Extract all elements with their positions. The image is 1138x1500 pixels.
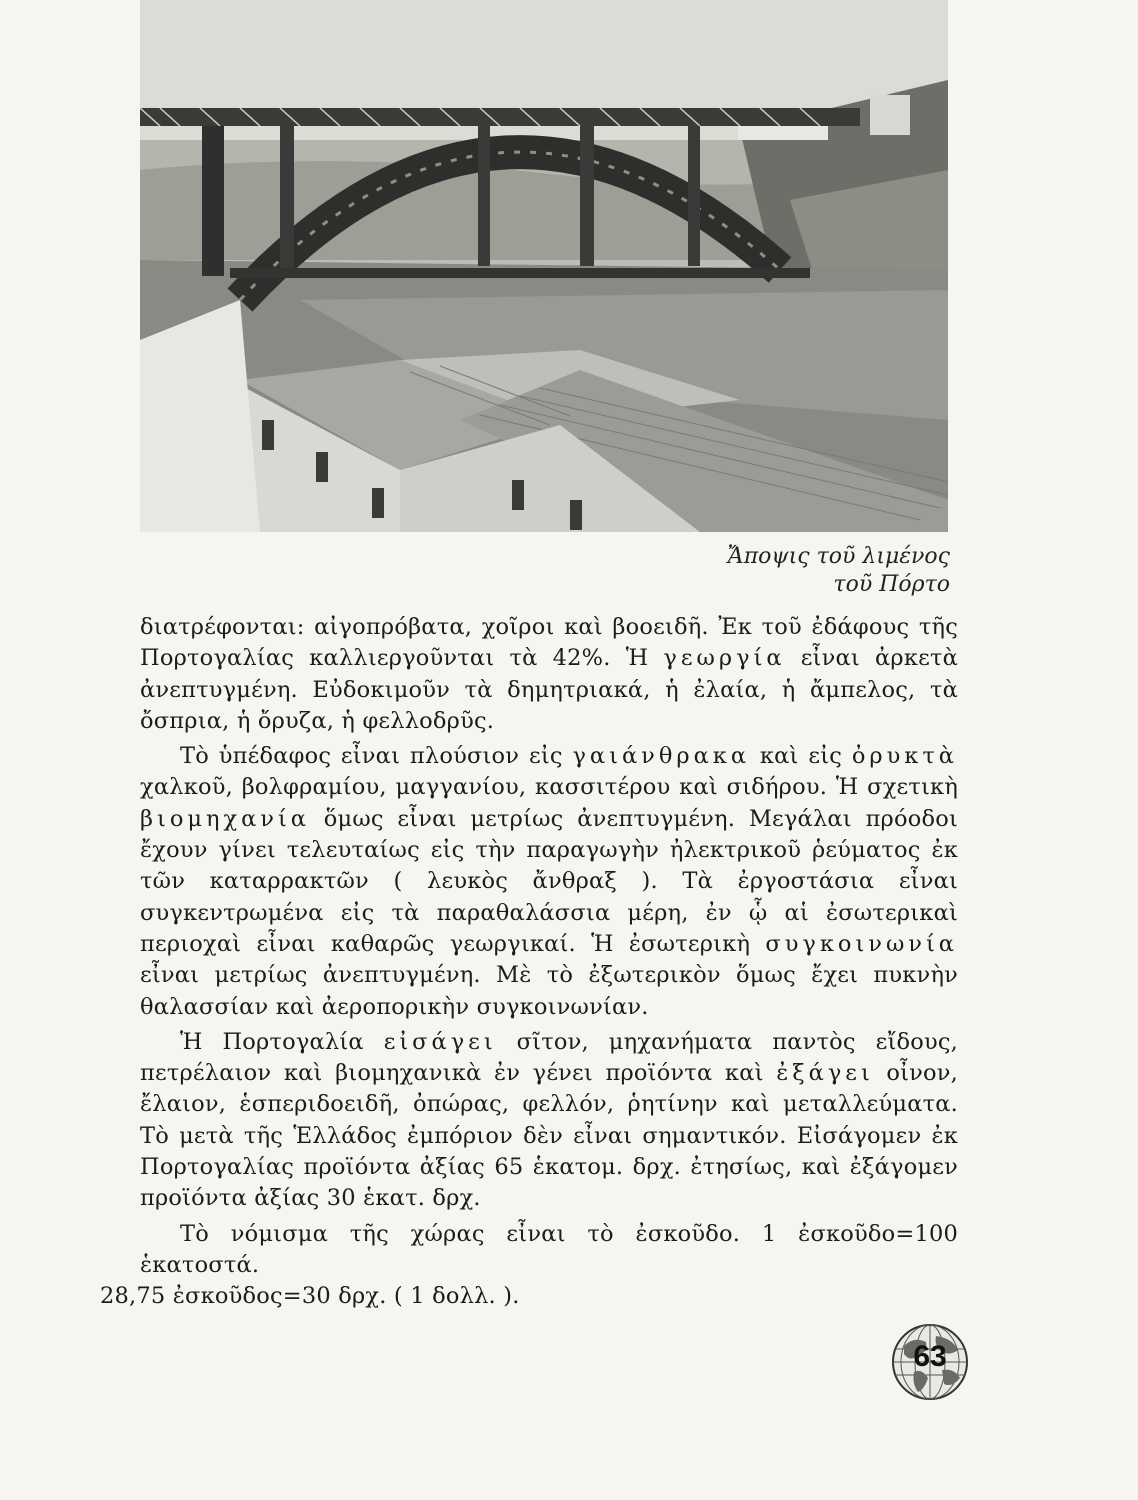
spaced-term: γεωργία — [663, 645, 786, 672]
bridge-illustration — [140, 0, 948, 532]
text-run: εἶναι μετρίως ἀνεπτυγμένη. Μὲ τὸ ἐξωτερικὸν ὅμως ἔχει πυκνὴν θαλασσίαν καὶ ἀεροπορικὴν συγκοινωνίαν. — [140, 962, 958, 1020]
photo-caption — [728, 543, 950, 599]
text-run: καὶ εἰς — [759, 743, 843, 770]
paragraph-currency — [100, 1219, 958, 1313]
text-run: Τὸ ὑπέδαφος εἶναι πλούσιον εἰς — [180, 743, 563, 770]
text-run: ὅμως εἶναι μετρίως ἀνεπτυγμένη. Μεγάλαι πρόοδοι ἔχουν γίνει τελευταίως εἰς τὴν παραγωγὴν ἠλεκτρικοῦ ῥεύματος ἐκ τῶν καταρρακτῶν ( λευκὸς ἄνθραξ ). Τὰ ἐργοστάσια εἶναι συγκεντρωμένα εἰς τὰ παραθαλάσσια μέρη, ἐν ᾧ αἱ ἐσωτερικαὶ περιοχαὶ εἶναι καθαρῶς γεωργικαί. Ἡ ἐσωτερικὴ — [140, 805, 958, 957]
body-text — [100, 612, 959, 1317]
spaced-term: γαιάνθρακα — [572, 743, 751, 770]
spaced-term: βιομηχανία — [140, 805, 311, 832]
spaced-term: εἰσάγει — [383, 1028, 497, 1055]
text-run: σῖτον, μηχανήματα παντὸς εἴδους, πετρέλαιον καὶ βιομηχανικὰ ἐν γένει προϊόντα καὶ — [140, 1028, 959, 1087]
caption-line-1: Ἄποψις τοῦ λιμένος — [727, 544, 950, 569]
text-run: χαλκοῦ, βολφραμίου, μαγγανίου, κασσιτέρου καὶ σιδήρου. Ἡ σχετικὴ — [140, 774, 958, 801]
caption-line-2: τοῦ Πόρτο — [833, 572, 950, 597]
text-run: Ἡ Πορτογαλία — [180, 1028, 364, 1055]
page-number: 63 — [913, 1340, 947, 1373]
paragraph-industry — [140, 741, 958, 1023]
spaced-term: ὀρυκτὰ — [851, 743, 958, 770]
paragraph-agriculture — [140, 612, 958, 737]
paragraph-trade — [140, 1027, 958, 1215]
text-run: 28,75 ἐσκοῦδος=30 δρχ. ( 1 δολλ. ). — [100, 1283, 520, 1310]
bridge-photo — [140, 0, 948, 532]
spaced-term: ἐξάγει — [776, 1060, 874, 1087]
text-run: διατρέφονται: αἰγοπρόβατα, χοῖροι καὶ βοοειδῆ. Ἐκ τοῦ ἐδάφους τῆς Πορτογαλίας καλλιεργοῦνται τὰ 42%. Ἡ — [140, 614, 958, 672]
text-run: οἶνον, ἔλαιον, ἑσπεριδοειδῆ, ὀπώρας, φελλόν, ῥητίνην καὶ μεταλλεύματα. Τὸ μετὰ τῆς Ἑλλάδος ἐμπόριον δὲν εἶναι σημαντικόν. Εἰσάγομεν ἐκ Πορτογαλίας προϊόντα ἀξίας 65 ἑκατομ. δρχ. ἐτησίως, καὶ ἐξάγομεν προϊόντα ἀξίας 30 ἑκατ. δρχ. — [140, 1060, 958, 1212]
text-run: εἶναι ἀρκετὰ ἀνεπτυγμένη. Εὐδοκιμοῦν τὰ δημητριακά, ἡ ἐλαία, ἡ ἄμπελος, τὰ ὄσπρια, ἡ ὄρυζα, ἡ φελλοδρῦς. — [140, 645, 958, 734]
spaced-term: συγκοινωνία — [765, 930, 958, 957]
text-run: Τὸ νόμισμα τῆς χώρας εἶναι τὸ ἐσκοῦδο. 1 ἐσκοῦδο=100 ἑκατοστά. — [140, 1220, 958, 1278]
